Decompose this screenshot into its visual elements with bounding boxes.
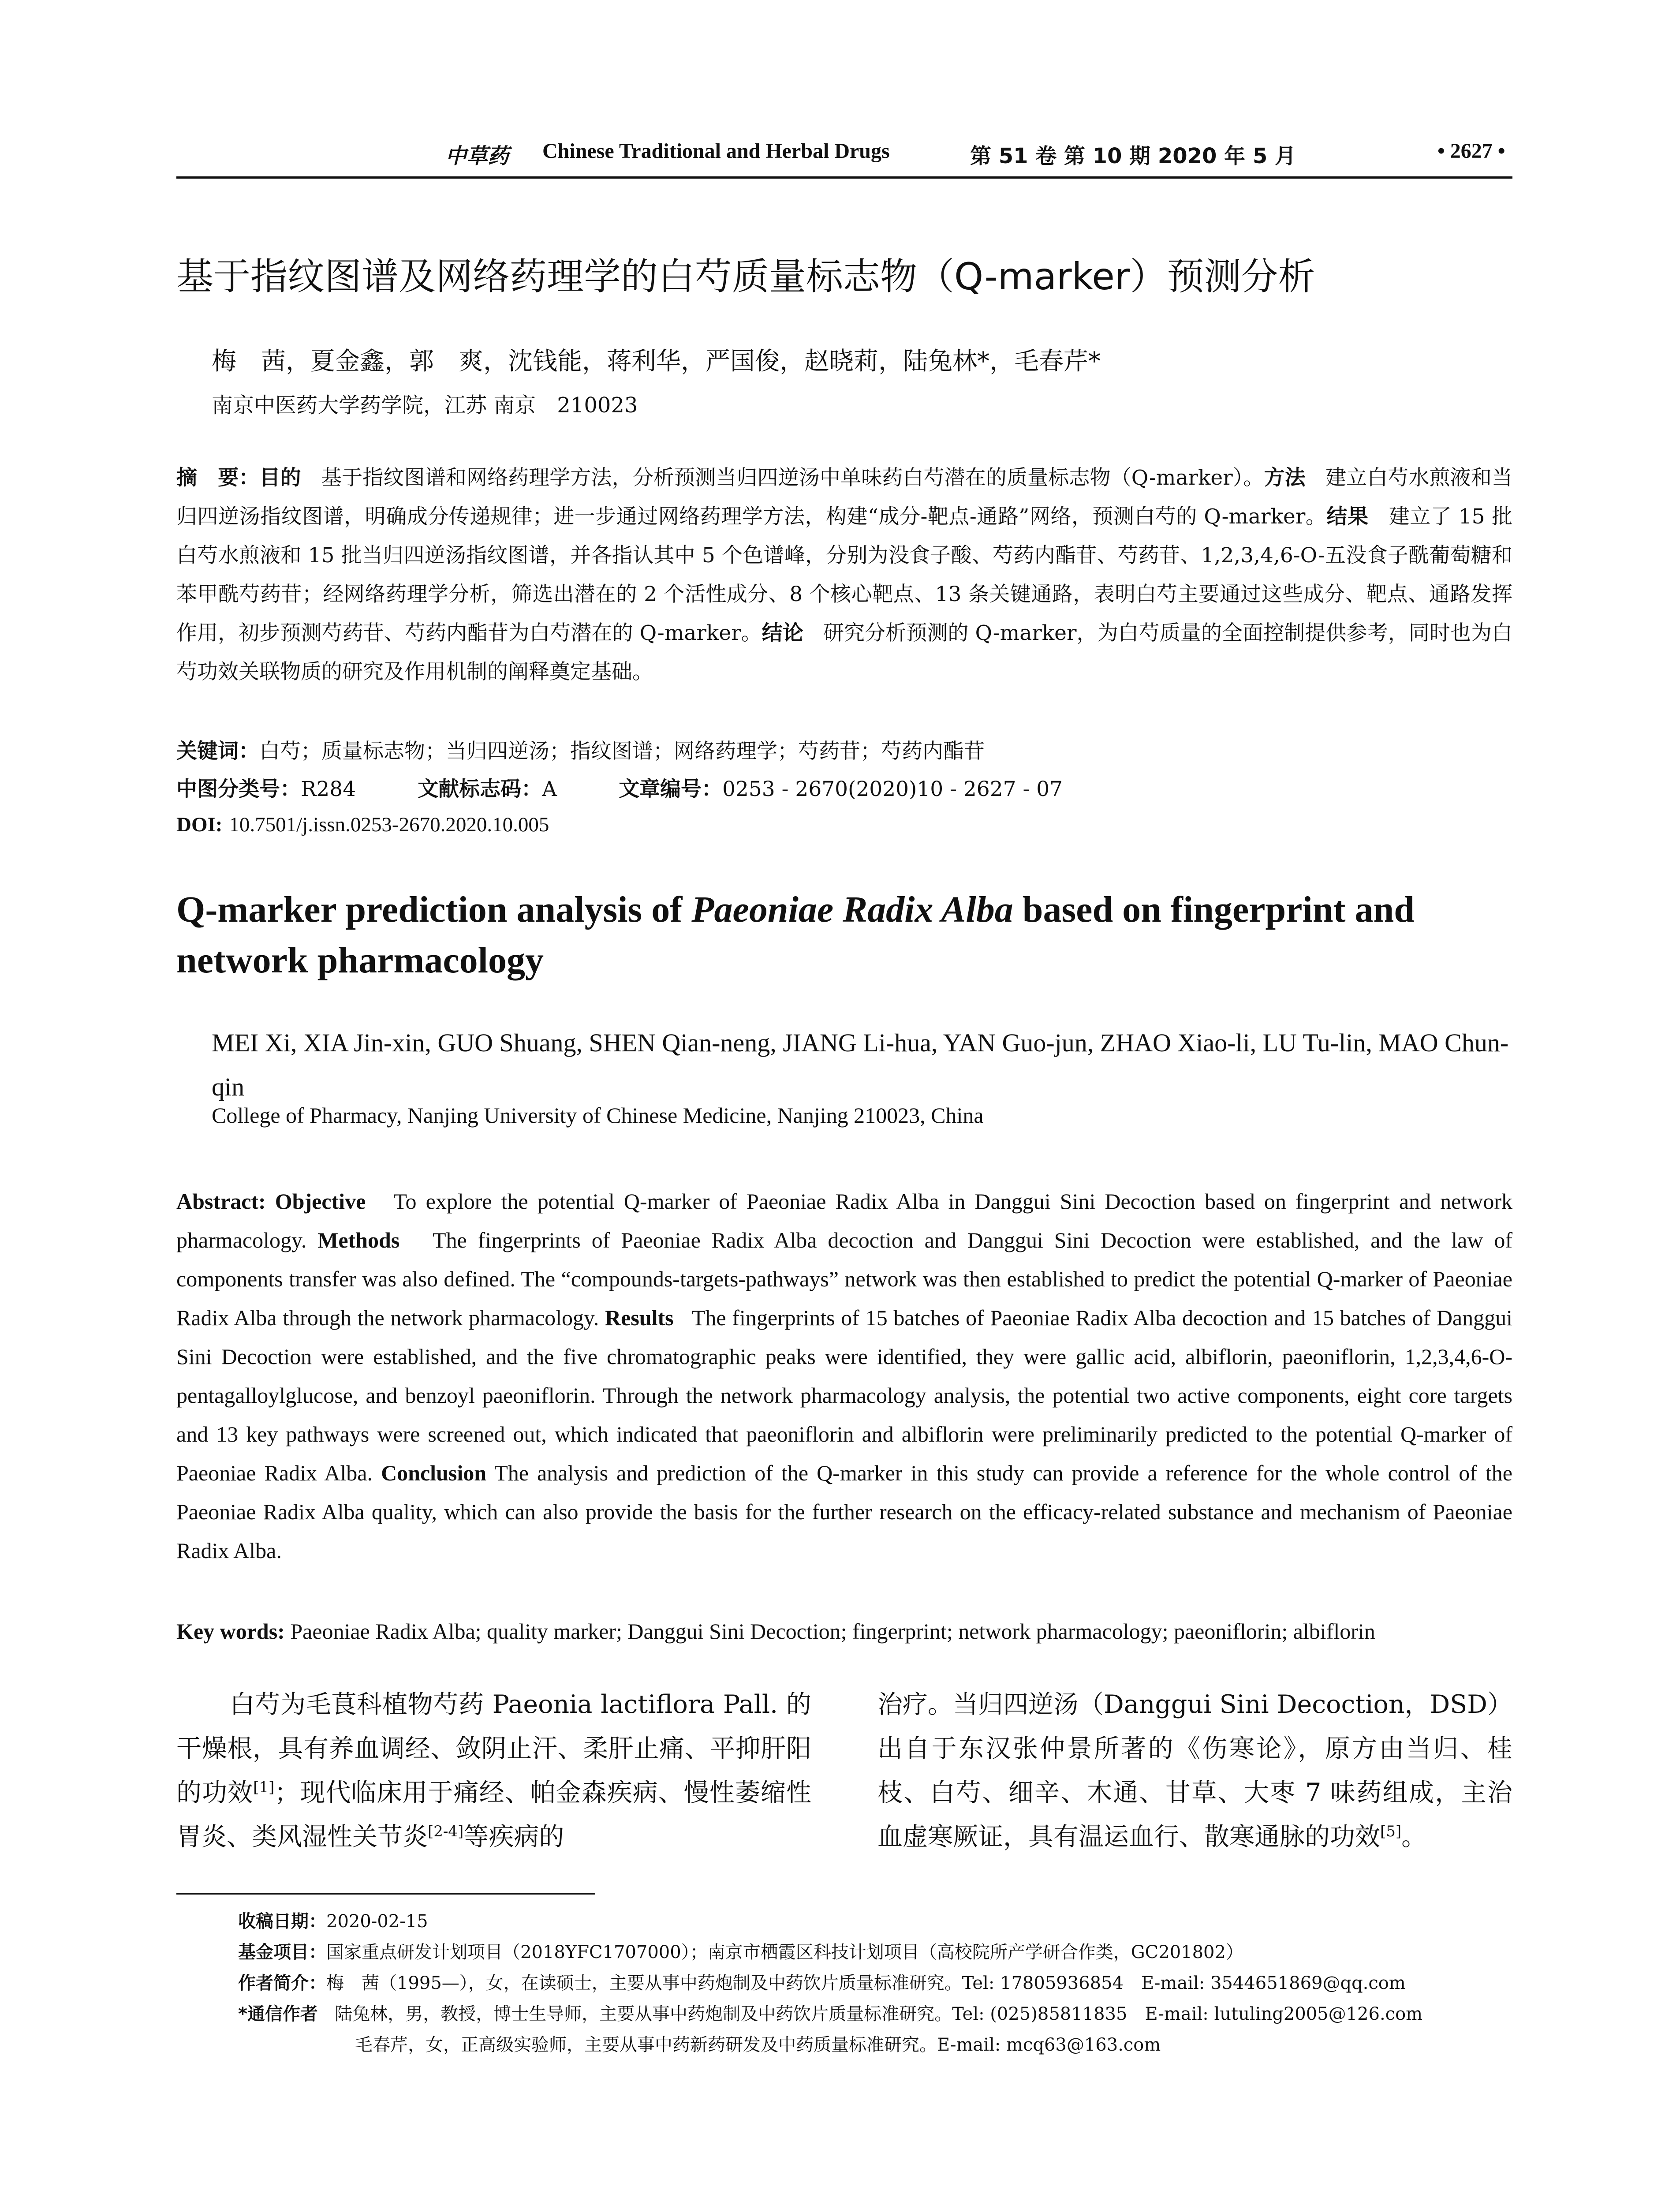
body-right-part1: 治疗。当归四逆汤（Danggui Sini Decoction，DSD）出自于东汉张仲景所著的《伤寒论》，原方由当归、桂枝、白芍、细辛、木通、甘草、大枣 7 味药组成，主治血虚寒厥证，具有温运血行、散寒通脉的功效 [877,1690,1512,1851]
title-en-part1: Q-marker prediction analysis of [176,889,692,930]
title-en-part2: based on fingerprint and network pharmacology [176,889,1415,981]
body-column-left [176,1682,811,1859]
objective-cn: 基于指纹图谱和网络药理学方法，分析预测当归四逆汤中单味药白芍潜在的质量标志物（Q-marker）。 [321,466,1264,490]
corresponding-1: 陆兔林，男，教授，博士生导师，主要从事中药炮制及中药饮片质量标准研究。Tel: (025)85811835 E-mail: lutuling2005@126.com [335,2004,1423,2024]
affiliation-en: College of Pharmacy, Nanjing University of Chinese Medicine, Nanjing 210023, China [212,1103,984,1128]
methods-label-en: Methods [317,1228,400,1252]
results-label-en: Results [605,1305,674,1330]
journal-issue: 第 51 卷 第 10 期 2020 年 5 月 [970,144,1296,168]
conclusion-cn: 研究分析预测的 Q-marker，为白芍质量的全面控制提供参考，同时也为白芍功效关联物质的研究及作用机制的阐释奠定基础。 [176,621,1513,684]
methods-en: The fingerprints of Paeoniae Radix Alba decoction and Danggui Sini Decoction were established, and the law of components transfer was also defined. The “compounds-targets-pathways” network was then established to predict the potential Q-marker of Paeoniae Radix Alba through the network pharmacology. [176,1228,1513,1330]
authors-cn: 梅 茜，夏金鑫，郭 爽，沈钱能，蒋利华，严国俊，赵晓莉，陆兔林*，毛春芹* [212,347,1101,376]
affiliation-cn: 南京中医药大学药学院，江苏 南京 210023 [212,393,638,418]
authors-en: MEI Xi, XIA Jin-xin, GUO Shuang, SHEN Qian-neng, JIANG Li-hua, YAN Guo-jun, ZHAO Xiao-li, LU Tu-lin, MAO Chun-qin [212,1028,1509,1101]
methods-label-cn: 方法 [1264,466,1306,490]
fund-label: 基金项目： [238,1942,326,1962]
clc-value: R284 [301,777,356,801]
conclusion-en: The analysis and prediction of the Q-marker in this study can provide a reference for the whole control of the Paeoniae Radix Alba quality, which can also provide the basis for the further research on the efficacy-related substance and mechanism of Paeoniae Radix Alba. [176,1461,1512,1563]
header-rule [176,176,1512,179]
article-number-label: 文章编号： [619,777,723,801]
citation-1[interactable]: [1] [253,1779,275,1796]
citation-2-4[interactable]: [2-4] [428,1823,464,1840]
title-cn: 基于指纹图谱及网络药理学的白芍质量标志物（Q-marker）预测分析 [176,255,1315,298]
title-en-species: Paeoniae Radix Alba [691,889,1013,930]
keywords-en-label: Key words: [176,1619,285,1644]
doi-label: DOI: [176,813,223,836]
journal-name-en: Chinese Traditional and Herbal Drugs [542,139,890,163]
keywords-cn-label: 关键词： [176,739,259,763]
body-right-part2: 。 [1401,1822,1427,1851]
doi-row [176,812,549,837]
corresponding-label: *通信作者 [238,2004,318,2024]
abstract-cn-label: 摘 要： [176,466,260,490]
conclusion-label-cn: 结论 [762,621,803,645]
doc-code-label: 文献标志码： [418,777,542,801]
abstract-en [176,1182,1512,1570]
received-date: 2020-02-15 [326,1911,428,1932]
footnote-corresponding-2 [355,2031,1161,2056]
keywords-cn [176,732,1512,771]
clc-label: 中图分类号： [176,777,301,801]
footnote-author [238,1969,1406,1994]
citation-5[interactable]: [5] [1380,1823,1402,1840]
body-left-part3: 等疾病的 [463,1822,564,1851]
methods-cn: 建立白芍水煎液和当归四逆汤指纹图谱，明确成分传递规律；进一步通过网络药理学方法，构建“成分-靶点-通路”网络，预测白芍的 Q-marker。 [176,466,1513,529]
article-number-value: 0253 - 2670(2020)10 - 2627 - 07 [722,777,1063,801]
keywords-en-text: Paeoniae Radix Alba; quality marker; Danggui Sini Decoction; fingerprint; network pharmacology; paeoniflorin; albiflorin [290,1619,1375,1644]
doc-code-value: A [542,777,557,801]
body-left-part1: 白芍为毛茛科植物芍药 Paeonia lactiflora Pall. 的干燥根，具有养血调经、敛阴止汗、柔肝止痛、平抑肝阳的功效 [176,1690,811,1807]
footnote-corresponding [238,2000,1422,2025]
objective-en: To explore the potential Q-marker of Paeoniae Radix Alba in Danggui Sini Decoction based on fingerprint and network pharmacology. [176,1189,1512,1252]
conclusion-label-en: Conclusion [381,1461,487,1485]
page-number: • 2627 • [1437,139,1505,163]
footnote-rule [176,1893,595,1895]
body-left-part2: ；现代临床用于痛经、帕金森疾病、慢性萎缩性胃炎、类风湿性关节炎 [176,1778,811,1851]
fund-text: 国家重点研发计划项目（2018YFC1707000）；南京市栖霞区科技计划项目（高校院所产学研合作类，GC201802） [326,1942,1243,1962]
received-label: 收稿日期： [238,1911,326,1932]
corresponding-2: 毛春芹，女，正高级实验师，主要从事中药新药研发及中药质量标准研究。E-mail: mcq63@163.com [355,2035,1161,2055]
objective-label-cn: 目的 [259,466,301,490]
keywords-cn-text: 白芍；质量标志物；当归四逆汤；指纹图谱；网络药理学；芍药苷；芍药内酯苷 [259,739,985,763]
results-cn: 建立了 15 批白芍水煎液和 15 批当归四逆汤指纹图谱，并各指认其中 5 个色谱峰，分别为没食子酸、芍药内酯苷、芍药苷、1,2,3,4,6-O-五没食子酰葡萄糖和苯甲酰芍药苷；经网络药理学分析，筛选出潜在的 2 个活性成分、8 个核心靶点、13 条关键通路，表明白芍主要通过这些成分、靶点、通路发挥作用，初步预测芍药苷、芍药内酯苷为白芍潜在的 Q-marker。 [176,505,1512,645]
running-header [176,139,1512,174]
doi-value[interactable]: 10.7501/j.issn.0253-2670.2020.10.005 [229,813,549,836]
author-bio-label: 作者简介： [238,1973,326,1993]
abstract-cn [176,459,1512,691]
results-label-cn: 结果 [1326,505,1369,529]
footnote-received [238,1907,428,1932]
results-en: The fingerprints of 15 batches of Paeoniae Radix Alba decoction and 15 batches of Danggui Sini Decoction were established, and the five chromatographic peaks were identified, they were gallic acid, albiflorin, paeoniflorin, 1,2,3,4,6-O-pentagalloylglucose, and benzoyl paeoniflorin. Through the network pharmacology analysis, the potential two active components, eight core targets and 13 key pathways were screened out, which indicated that paeoniflorin and albiflorin were preliminarily predicted to the potential Q-marker of Paeoniae Radix Alba. [176,1305,1513,1485]
keywords-en [176,1612,1512,1651]
author-bio-text: 梅 茜（1995—），女，在读硕士，主要从事中药炮制及中药饮片质量标准研究。Tel: 17805936854 E-mail: 3544651869@qq.com [326,1973,1406,1993]
classification-row [176,773,1063,802]
journal-logo: 中草药 [445,144,509,168]
footnote-fund [238,1938,1243,1963]
abstract-en-label: Abstract: Objective [176,1189,366,1214]
body-column-right [877,1682,1512,1859]
title-en [176,884,1512,986]
